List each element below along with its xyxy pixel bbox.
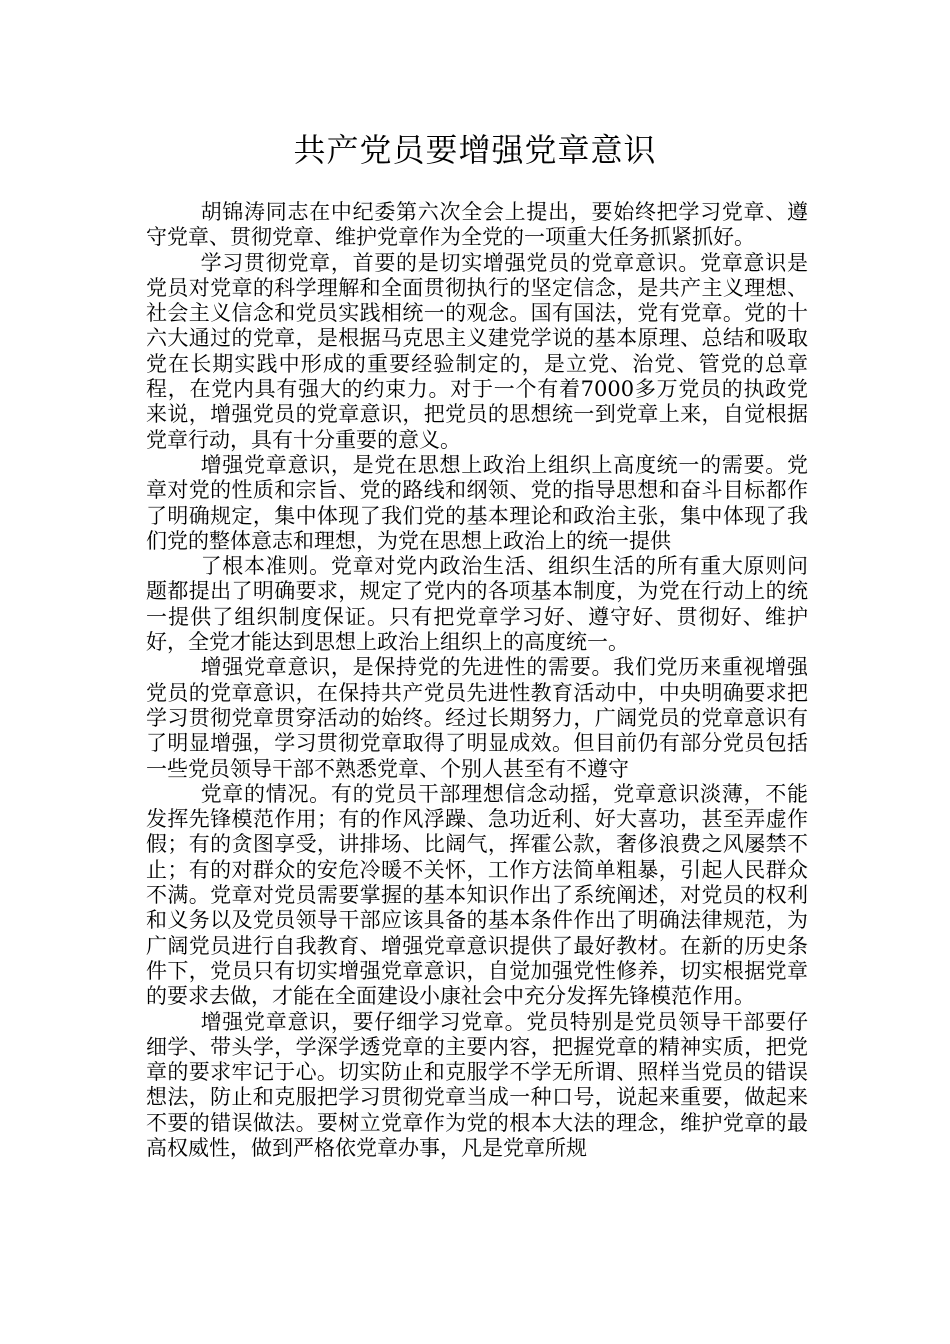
document-title: 共产党员要增强党章意识 <box>293 131 657 169</box>
paragraph-7: 增强党章意识，要仔细学习党章。党员特别是党员领导干部要仔细学、带头学，学深学透党章的主要内容，把握党章的精神实质，把党章的要求牢记于心。切实防止和克服学不学无所谓、照样当党员的错误想法，防止和克服把学习贯彻党章当成一种口号，说起来重要，做起来不要的错误做法。要树立党章作为党的根本大法的理念，维护党章的最高权威性，做到严格依党章办事，凡是党章所规 <box>146 1009 808 1160</box>
paragraph-2: 学习贯彻党章，首要的是切实增强党员的党章意识。党章意识是党员对党章的科学理解和全面贯彻执行的坚定信念，是共产主义理想、社会主义信念和党员实践相统一的观念。国有国法，党有党章。党的十六大通过的党章，是根据马克思主义建党学说的基本原理、总结和吸取党在长期实践中形成的重要经验制定的，是立党、治党、管党的总章程，在党内具有强大的约束力。对于一个有着7000多万党员的执政党来说，增强党员的党章意识，把党员的思想统一到党章上来，自觉根据党章行动，具有十分重要的意义。 <box>146 250 808 452</box>
document-body <box>146 200 808 1161</box>
paragraph-4: 了根本准则。党章对党内政治生活、组织生活的所有重大原则问题都提出了明确要求，规定了党内的各项基本制度，为党在行动上的统一提供了组织制度保证。只有把党章学习好、遵守好、贯彻好、维护好，全党才能达到思想上政治上组织上的高度统一。 <box>146 554 808 655</box>
paragraph-6: 党章的情况。有的党员干部理想信念动摇，党章意识淡薄，不能发挥先锋模范作用；有的作风浮躁、急功近利、好大喜功，甚至弄虚作假；有的贪图享受，讲排场、比阔气，挥霍公款，奢侈浪费之风屡禁不止；有的对群众的安危冷暖不关怀，工作方法简单粗暴，引起人民群众不满。党章对党员需要掌握的基本知识作出了系统阐述，对党员的权利和义务以及党员领导干部应该具备的基本条件作出了明确法律规范，为广阔党员进行自我教育、增强党章意识提供了最好教材。在新的历史条件下，党员只有切实增强党章意识，自觉加强党性修养，切实根据党章的要求去做，才能在全面建设小康社会中充分发挥先锋模范作用。 <box>146 781 808 1009</box>
paragraph-1: 胡锦涛同志在中纪委第六次全会上提出，要始终把学习党章、遵守党章、贯彻党章、维护党章作为全党的一项重大任务抓紧抓好。 <box>146 200 808 250</box>
paragraph-5: 增强党章意识，是保持党的先进性的需要。我们党历来重视增强党员的党章意识，在保持共产党员先进性教育活动中，中央明确要求把学习贯彻党章贯穿活动的始终。经过长期努力，广阔党员的党章意识有了明显增强，学习贯彻党章取得了明显成效。但目前仍有部分党员包括一些党员领导干部不熟悉党章、个别人甚至有不遵守 <box>146 655 808 781</box>
paragraph-3: 增强党章意识，是党在思想上政治上组织上高度统一的需要。党章对党的性质和宗旨、党的路线和纲领、党的指导思想和奋斗目标都作了明确规定，集中体现了我们党的基本理论和政治主张，集中体现了我们党的整体意志和理想，为党在思想上政治上的统一提供 <box>146 452 808 553</box>
